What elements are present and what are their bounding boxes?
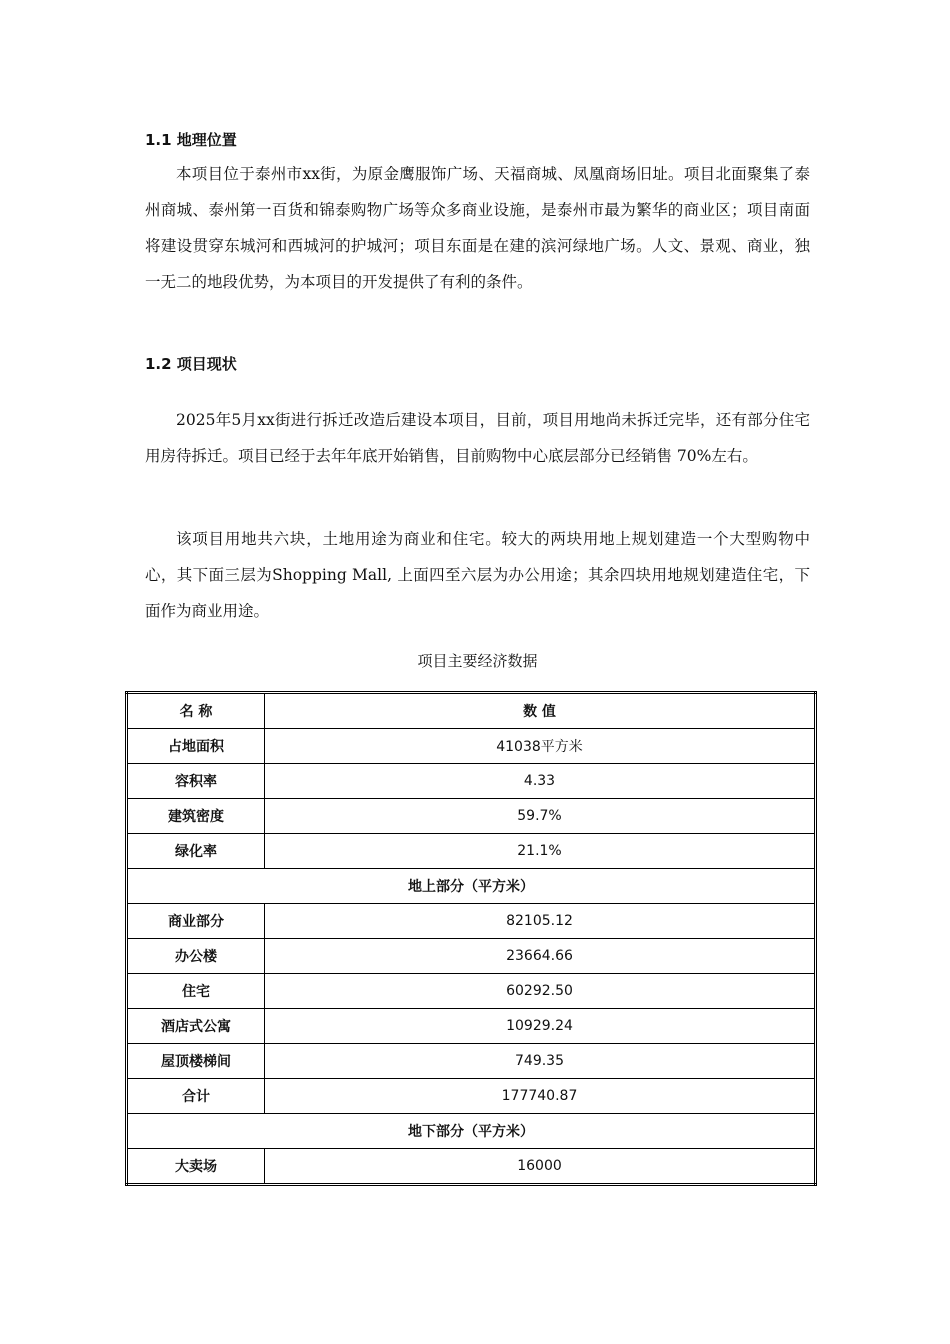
table-row: [127, 1044, 816, 1079]
row-label: 办公楼: [127, 939, 265, 974]
table-caption: 项目主要经济数据: [417, 652, 538, 670]
table-row: [127, 1009, 816, 1044]
table-row: [127, 729, 816, 764]
row-value: 16000: [265, 1149, 816, 1185]
section-row-below-ground: [127, 1114, 816, 1149]
header-value: 数 值: [265, 693, 816, 729]
row-label: 住宅: [127, 974, 265, 1009]
table-row: [127, 904, 816, 939]
row-value: 23664.66: [265, 939, 816, 974]
row-value: 82105.12: [265, 904, 816, 939]
row-value: 21.1%: [265, 834, 816, 869]
table-row: [127, 1079, 816, 1114]
row-value: 59.7%: [265, 799, 816, 834]
row-label: 建筑密度: [127, 799, 265, 834]
status-paragraph-2: 该项目用地共六块，土地用途为商业和住宅。较大的两块用地上规划建造一个大型购物中心，其下面三层为Shopping Mall, 上面四至六层为办公用途；其余四块用地规划建造住宅，下面作为商业用途。: [145, 530, 810, 620]
row-value: 60292.50: [265, 974, 816, 1009]
table-row: [127, 1149, 816, 1185]
section-heading-location: 1.1 地理位置: [145, 131, 237, 149]
row-label: 大卖场: [127, 1149, 265, 1185]
economic-data-table: [125, 691, 817, 1186]
row-label: 酒店式公寓: [127, 1009, 265, 1044]
row-label: 屋顶楼梯间: [127, 1044, 265, 1079]
section-title: 地上部分（平方米）: [127, 869, 816, 904]
table-row: [127, 799, 816, 834]
row-label: 商业部分: [127, 904, 265, 939]
table-row: [127, 974, 816, 1009]
header-name: 名 称: [127, 693, 265, 729]
row-label: 占地面积: [127, 729, 265, 764]
row-value: 41038平方米: [265, 729, 816, 764]
table-row: [127, 834, 816, 869]
section-heading-status: 1.2 项目现状: [145, 355, 237, 373]
location-paragraph: 本项目位于泰州市xx街，为原金鹰服饰广场、天福商城、凤凰商场旧址。项目北面聚集了泰州商城、泰州第一百货和锦泰购物广场等众多商业设施，是泰州市最为繁华的商业区；项目南面将建设贯穿东城河和西城河的护城河；项目东面是在建的滨河绿地广场。人文、景观、商业，独一无二的地段优势，为本项目的开发提供了有利的条件。: [145, 165, 810, 291]
row-value: 4.33: [265, 764, 816, 799]
row-value: 177740.87: [265, 1079, 816, 1114]
status-paragraph-1: 2025年5月xx街进行拆迁改造后建设本项目，目前，项目用地尚未拆迁完毕，还有部分住宅用房待拆迁。项目已经于去年年底开始销售，目前购物中心底层部分已经销售 70%左右。: [145, 411, 810, 465]
row-label: 绿化率: [127, 834, 265, 869]
row-value: 749.35: [265, 1044, 816, 1079]
table-row: [127, 764, 816, 799]
section-title: 地下部分（平方米）: [127, 1114, 816, 1149]
table-header-row: [127, 693, 816, 729]
table-row: [127, 939, 816, 974]
row-label: 合计: [127, 1079, 265, 1114]
row-label: 容积率: [127, 764, 265, 799]
section-row-above-ground: [127, 869, 816, 904]
row-value: 10929.24: [265, 1009, 816, 1044]
